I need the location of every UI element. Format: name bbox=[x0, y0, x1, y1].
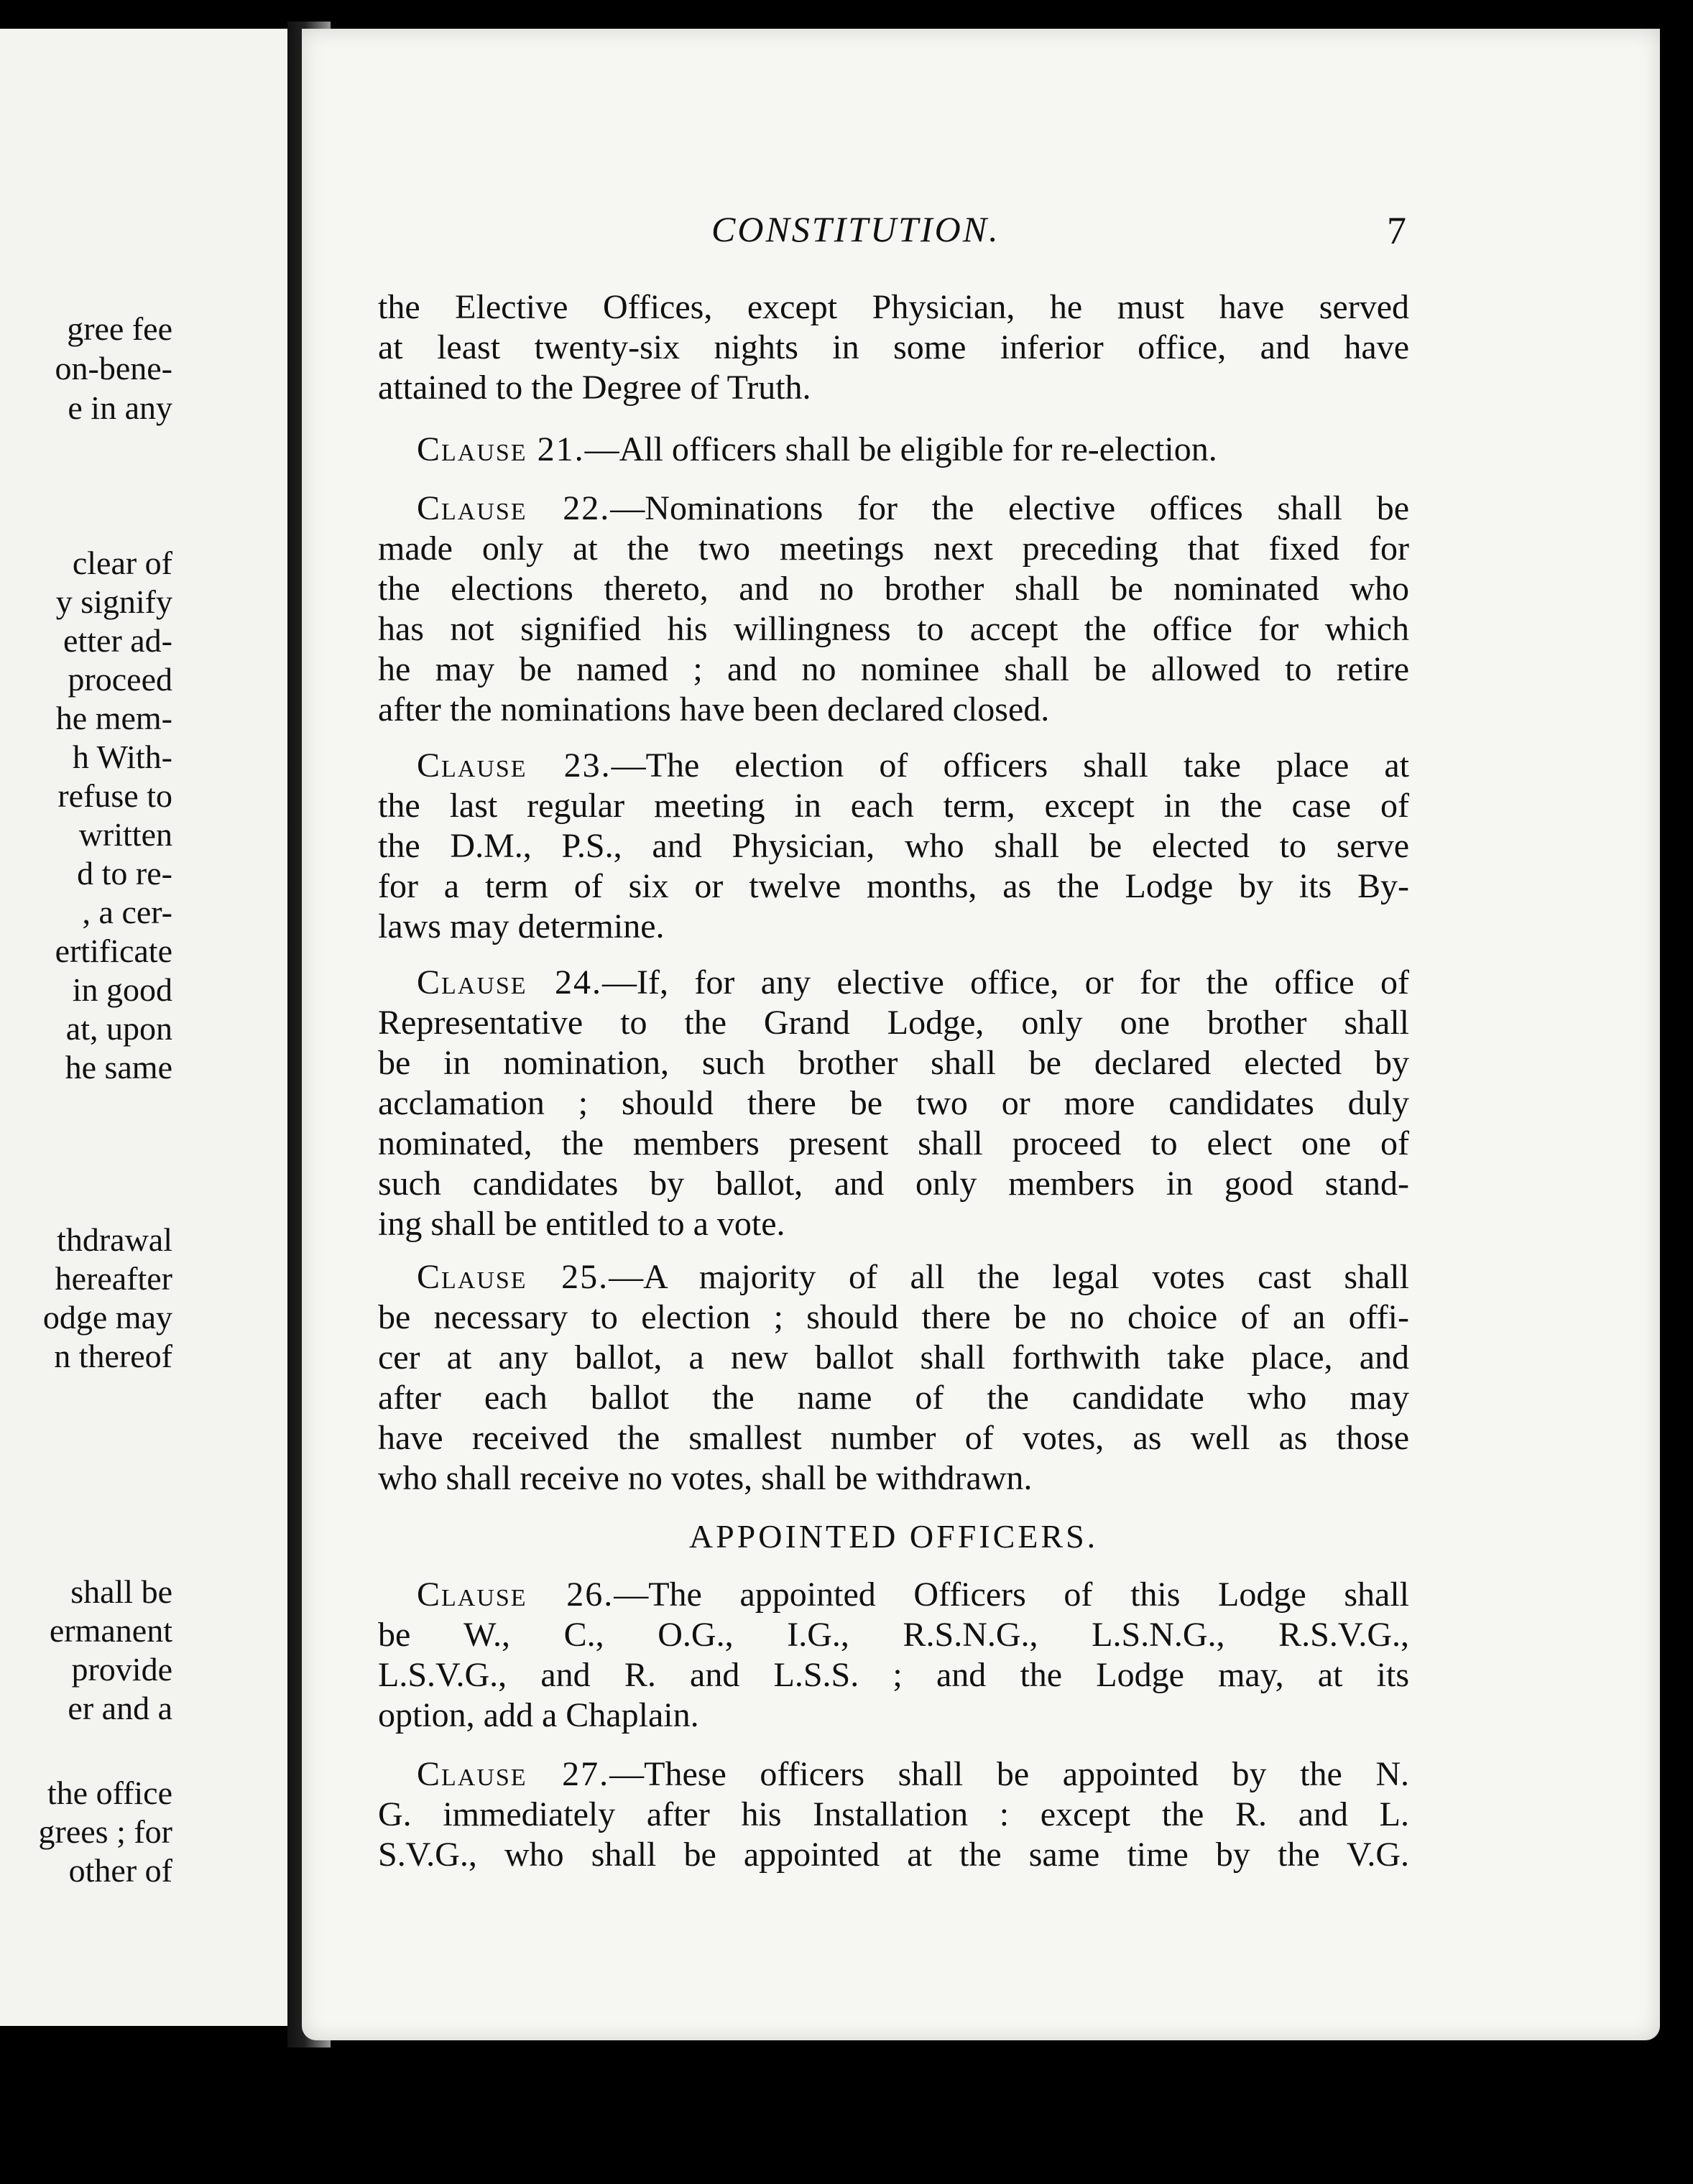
text-line: the elections thereto, and no brother shall be nominated who bbox=[378, 570, 1409, 608]
clause-24 bbox=[417, 964, 1409, 1001]
clause-label: Clause 21. bbox=[417, 430, 585, 468]
text-line: the D.M., P.S., and Physician, who shall be elected to serve bbox=[378, 827, 1409, 865]
text-line: option, add a Chaplain. bbox=[378, 1696, 699, 1734]
left-page-line: ertificate bbox=[55, 933, 172, 969]
clause-text: —Nominations for the elective offices shall be bbox=[610, 489, 1410, 527]
clause-text: —These officers shall be appointed by the N. bbox=[609, 1755, 1409, 1793]
left-page-line: shall be bbox=[70, 1573, 172, 1610]
left-page-line: clear of bbox=[72, 545, 172, 581]
page-number: 7 bbox=[1387, 209, 1406, 252]
text-line: ing shall be entitled to a vote. bbox=[378, 1205, 785, 1243]
clause-22 bbox=[417, 490, 1409, 527]
text-line: be in nomination, such brother shall be declared elected by bbox=[378, 1044, 1409, 1082]
clause-label: Clause 26. bbox=[417, 1575, 614, 1614]
left-page-line: thdrawal bbox=[57, 1221, 172, 1258]
clause-label: Clause 27. bbox=[417, 1755, 610, 1793]
section-heading: APPOINTED OFFICERS. bbox=[688, 1518, 1099, 1555]
left-page-line: on-bene- bbox=[55, 350, 172, 387]
left-page-line: , a cer- bbox=[82, 894, 172, 930]
text-line: L.S.V.G., and R. and L.S.S. ; and the Lodge may, at its bbox=[378, 1656, 1409, 1694]
left-facing-page bbox=[0, 29, 295, 2026]
text-line: be W., C., O.G., I.G., R.S.N.G., L.S.N.G., R.S.V.G., bbox=[378, 1616, 1409, 1654]
text-line: Representative to the Grand Lodge, only one brother shall bbox=[378, 1004, 1409, 1042]
text-line: S.V.G., who shall be appointed at the same time by the V.G. bbox=[378, 1836, 1409, 1874]
text-line: after each ballot the name of the candidate who may bbox=[378, 1379, 1409, 1417]
left-page-line: other of bbox=[68, 1852, 172, 1889]
clause-26 bbox=[417, 1576, 1409, 1614]
text-line: nominated, the members present shall proceed to elect one of bbox=[378, 1124, 1409, 1162]
clause-label: Clause 23. bbox=[417, 746, 612, 785]
text-line: laws may determine. bbox=[378, 907, 665, 945]
left-page-line: in good bbox=[72, 971, 172, 1008]
text-line: made only at the two meetings next preceding that fixed for bbox=[378, 529, 1409, 568]
text-line: for a term of six or twelve months, as the Lodge by its By- bbox=[378, 867, 1409, 905]
left-page-line: etter ad- bbox=[63, 622, 172, 659]
left-page-line: he mem- bbox=[55, 700, 172, 736]
clause-text: —The appointed Officers of this Lodge shall bbox=[614, 1575, 1409, 1614]
running-header: CONSTITUTION. bbox=[711, 209, 1000, 249]
left-page-line: refuse to bbox=[57, 777, 172, 814]
left-page-line: er and a bbox=[68, 1690, 172, 1726]
left-page-line: proceed bbox=[68, 661, 172, 698]
text-line: attained to the Degree of Truth. bbox=[378, 369, 811, 407]
left-page-line: hereafter bbox=[55, 1260, 172, 1297]
clause-label: Clause 24. bbox=[417, 963, 602, 1001]
text-line: has not signified his willingness to accept the office for which bbox=[378, 610, 1409, 648]
text-line: at least twenty-six nights in some inferior office, and have bbox=[378, 328, 1409, 366]
left-page-line: h With- bbox=[72, 739, 172, 775]
left-page-line: the office bbox=[47, 1774, 172, 1811]
text-line: G. immediately after his Installation : except the R. and L. bbox=[378, 1795, 1409, 1833]
clause-text: —All officers shall be eligible for re-election. bbox=[584, 430, 1217, 468]
left-page-line: at, upon bbox=[65, 1010, 172, 1047]
text-line: cer at any ballot, a new ballot shall forthwith take place, and bbox=[378, 1338, 1409, 1376]
left-page-line: grees ; for bbox=[38, 1813, 172, 1850]
text-line: who shall receive no votes, shall be withdrawn. bbox=[378, 1459, 1033, 1497]
text-line: the Elective Offices, except Physician, he must have served bbox=[378, 288, 1409, 326]
left-page-line: n thereof bbox=[54, 1338, 172, 1374]
left-page-line: d to re- bbox=[77, 855, 172, 892]
clause-text: —The election of officers shall take place at bbox=[611, 746, 1409, 785]
clause-label: Clause 25. bbox=[417, 1258, 609, 1296]
left-page-line: he same bbox=[65, 1049, 172, 1086]
left-page-line: y signify bbox=[55, 583, 172, 620]
left-page-line: ermanent bbox=[49, 1612, 172, 1649]
left-page-line: odge may bbox=[42, 1299, 172, 1336]
text-line: acclamation ; should there be two or more candidates duly bbox=[378, 1084, 1409, 1122]
text-line: the last regular meeting in each term, except in the case of bbox=[378, 787, 1409, 825]
clause-27 bbox=[417, 1756, 1409, 1793]
clause-23 bbox=[417, 747, 1409, 785]
clause-label: Clause 22. bbox=[417, 489, 611, 527]
clause-text: —If, for any elective office, or for the office of bbox=[602, 963, 1409, 1001]
clause-21 bbox=[417, 431, 1409, 468]
text-line: such candidates by ballot, and only members in good stand- bbox=[378, 1165, 1409, 1203]
left-page-line: gree fee bbox=[67, 310, 172, 347]
clause-25 bbox=[417, 1259, 1409, 1296]
text-line: be necessary to election ; should there be no choice of an offi- bbox=[378, 1298, 1409, 1336]
left-page-line: written bbox=[78, 816, 172, 853]
left-page-line: e in any bbox=[68, 389, 172, 426]
text-line: have received the smallest number of votes, as well as those bbox=[378, 1419, 1409, 1457]
scan-border bbox=[0, 2048, 1693, 2184]
text-line: he may be named ; and no nominee shall be allowed to retire bbox=[378, 650, 1409, 688]
text-line: after the nominations have been declared closed. bbox=[378, 690, 1050, 728]
clause-text: —A majority of all the legal votes cast shall bbox=[609, 1258, 1409, 1296]
left-page-line: provide bbox=[71, 1651, 172, 1688]
